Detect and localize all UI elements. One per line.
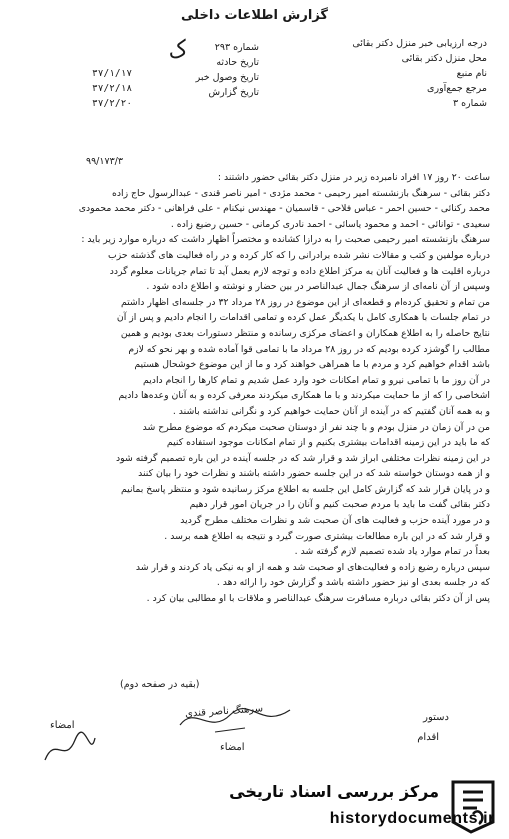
meta-row: درجه ارزیابی خبر منزل دکتر بقائی [352, 38, 487, 49]
report-line: سعیدی - توانائی - احمد و محمود یاسائی - احمد نادری کرمانی - حسین رضیع زاده . [170, 218, 490, 230]
date-row: ۳۷/۲/۱۸ [92, 83, 133, 94]
report-line: که در جلسه بعدی او نیز حضور داشته باشد و گزارش خود را ارائه دهد . [216, 577, 490, 589]
report-line: دکتر بقائی - سرهنگ بازنشسته امیر رحیمی - محمد مژدی - امیر ناصر قندی - عبدالرسول حاج زاده [111, 187, 490, 199]
meta-dates-block [92, 66, 172, 111]
report-line: و به همه آنان گفتیم که در آینده از آنان حمایت خواهیم کرد و نگرانی نداشته باشند . [172, 405, 490, 417]
signature-left: امضاء [50, 720, 75, 731]
report-line: در این زمینه نظرات مختلفی ابراز شد و قرار شد که در جلسه آینده در این باره تصمیم گرفته شود [116, 452, 490, 464]
report-body [22, 170, 490, 607]
meta-row: تاریخ حادثه [216, 57, 259, 68]
report-line: سرهنگ بازنشسته امیر رحیمی صحبت را به درازا کشانده و مختصراً اظهار داشت که درباره موارد زیر باید : [81, 234, 490, 246]
signature-right-2: اقدام [417, 732, 439, 743]
watermark-text-en: historydocuments.ir [329, 810, 495, 827]
report-line: درباره مولفین و کتب و مقالات نشر شده برادرانی را که کار کرده و در راه فعالیت های گذشته حزب [108, 249, 490, 261]
report-line: سپس درباره رضیع زاده و فعالیت‌های او صحبت شد و همه از او به نیکی یاد کردند و قرار شد [135, 561, 490, 573]
signature-name: سرهنگ ناصر قندی [184, 703, 264, 720]
report-line: در تمام جلسات با همکاری کامل با یکدیگر عمل کرده و تمامی اقدامات را انجام دادیم و پس از آن [116, 312, 490, 324]
signature-scribble-icon [175, 700, 295, 740]
report-line: درباره اقلیت ها و فعالیت آنان به مرکز اطلاع داده و توجه لازم بعمل آید تا تمام جریانات معلوم گردد [109, 265, 490, 277]
meta-row: شماره ۲۹۳ [214, 42, 259, 53]
report-line: و از همه دوستان خواسته شد که در این جلسه حضور داشته باشند و نظرات خود را بیان کنند [138, 468, 490, 480]
meta-row: محل منزل دکتر بقائی [401, 53, 487, 64]
meta-row: شماره ۳ [452, 98, 487, 109]
meta-row: نام منبع [456, 68, 487, 79]
report-line: که ما باید در این زمینه اقدامات بیشتری بکنیم و از تمام امکانات موجود استفاده کنیم [166, 437, 490, 449]
report-line: من در آن زمان در منزل بودم و با چند نفر از دوستان صحبت میکردم که موضوع مطرح شد [142, 421, 490, 433]
reference-number: ۹۹/۱۷۳/۳ [85, 156, 123, 167]
report-line: و در مورد آینده حزب و فعالیت های آن صحبت شد و نظرات مختلف مطرح گردید [180, 515, 490, 527]
meta-row: تاریخ وصول خبر [195, 72, 259, 83]
report-line: من تمام و تحقیق کرده‌ام و قطعه‌ای از این موضوع در روز ۲۸ مرداد ۳۲ در جلسه‌ای اظهار داشتم [120, 296, 490, 308]
handwritten-scribble-icon [40, 730, 100, 770]
report-line: نتایج حاصله را به اطلاع همکاران و اعضای مرکزی رسانده و منتظر دستورات بعدی بودیم و همین [120, 327, 490, 339]
report-line: بعداً در تمام موارد یاد شده تصمیم لازم گرفته شد . [294, 546, 490, 558]
meta-right-block [287, 36, 487, 111]
report-line: محمد رکنائی - حسین احمر - عباس فلاحی - قاسمیان - مهندس نیکنام - علی فراهانی - دکتر محمد محمودی [78, 203, 490, 215]
handwritten-mark: ک [165, 36, 191, 65]
report-line: دکتر بقائی گفت ما باید با مردم صحبت کنیم و آنان را در جریان امور قرار دهیم [189, 499, 490, 511]
report-line: پس از آن دکتر بقائی درباره مسافرت سرهنگ عبدالناصر و ملاقات با او مطالبی بیان کرد . [146, 593, 490, 605]
signature-right: دستور [423, 712, 449, 723]
document-title: گزارش اطلاعات داخلی [181, 8, 328, 23]
date-row: ۳۷/۱/۱۷ [92, 68, 133, 79]
watermark-text-fa: مرکز بررسی اسناد تاریخی [229, 782, 439, 801]
meta-row: تاریخ گزارش [208, 87, 259, 98]
report-line: وسپس از آن نامه‌ای از سرهنگ جمال عبدالناصر در بین حضار و نوشته و اطلاع داده شود . [146, 281, 490, 293]
date-row: ۳۷/۲/۲۰ [92, 98, 133, 109]
report-line: و در پایان قرار شد که گزارش کامل این جلسه به اطلاع مرکز رسانیده شود و منتظر پاسخ بمانیم [120, 483, 490, 495]
report-line: مطالب را گوشزد کرده بودیم که در روز ۲۸ مرداد ما با تمامی قوا آماده شده و بهر نحو که لازم [128, 343, 490, 355]
continued-note: (بقیه در صفحه دوم) [120, 679, 200, 690]
archive-watermark [150, 772, 505, 836]
report-line: ساعت ۲۰ روز ۱۷ افراد نامبرده زیر در منزل دکتر بقائی حضور داشتند : [217, 172, 490, 183]
signature-mark: امضاء [220, 742, 245, 753]
report-line: اشخاصی را که از ما حمایت میکردند و با ما همکاری میکردند معرفی کرده و به آنان وعده‌ها دادیم [118, 390, 490, 402]
report-line: باشد اقدام خواهیم کرد و مردم با ما همراهی خواهند کرد و ما از این موضوع خوشحال هستیم [134, 359, 490, 371]
report-line: در آن روز ما با تمامی نیرو و تمام امکانات خود وارد عمل شدیم و تمام کارها را انجام دادیم [143, 374, 490, 386]
report-line: و قرار شد که در این باره مطالعات بیشتری صورت گیرد و نتیجه به اطلاع همه برسد . [164, 530, 490, 542]
meta-row: مرجع جمع‌آوری [427, 83, 487, 94]
